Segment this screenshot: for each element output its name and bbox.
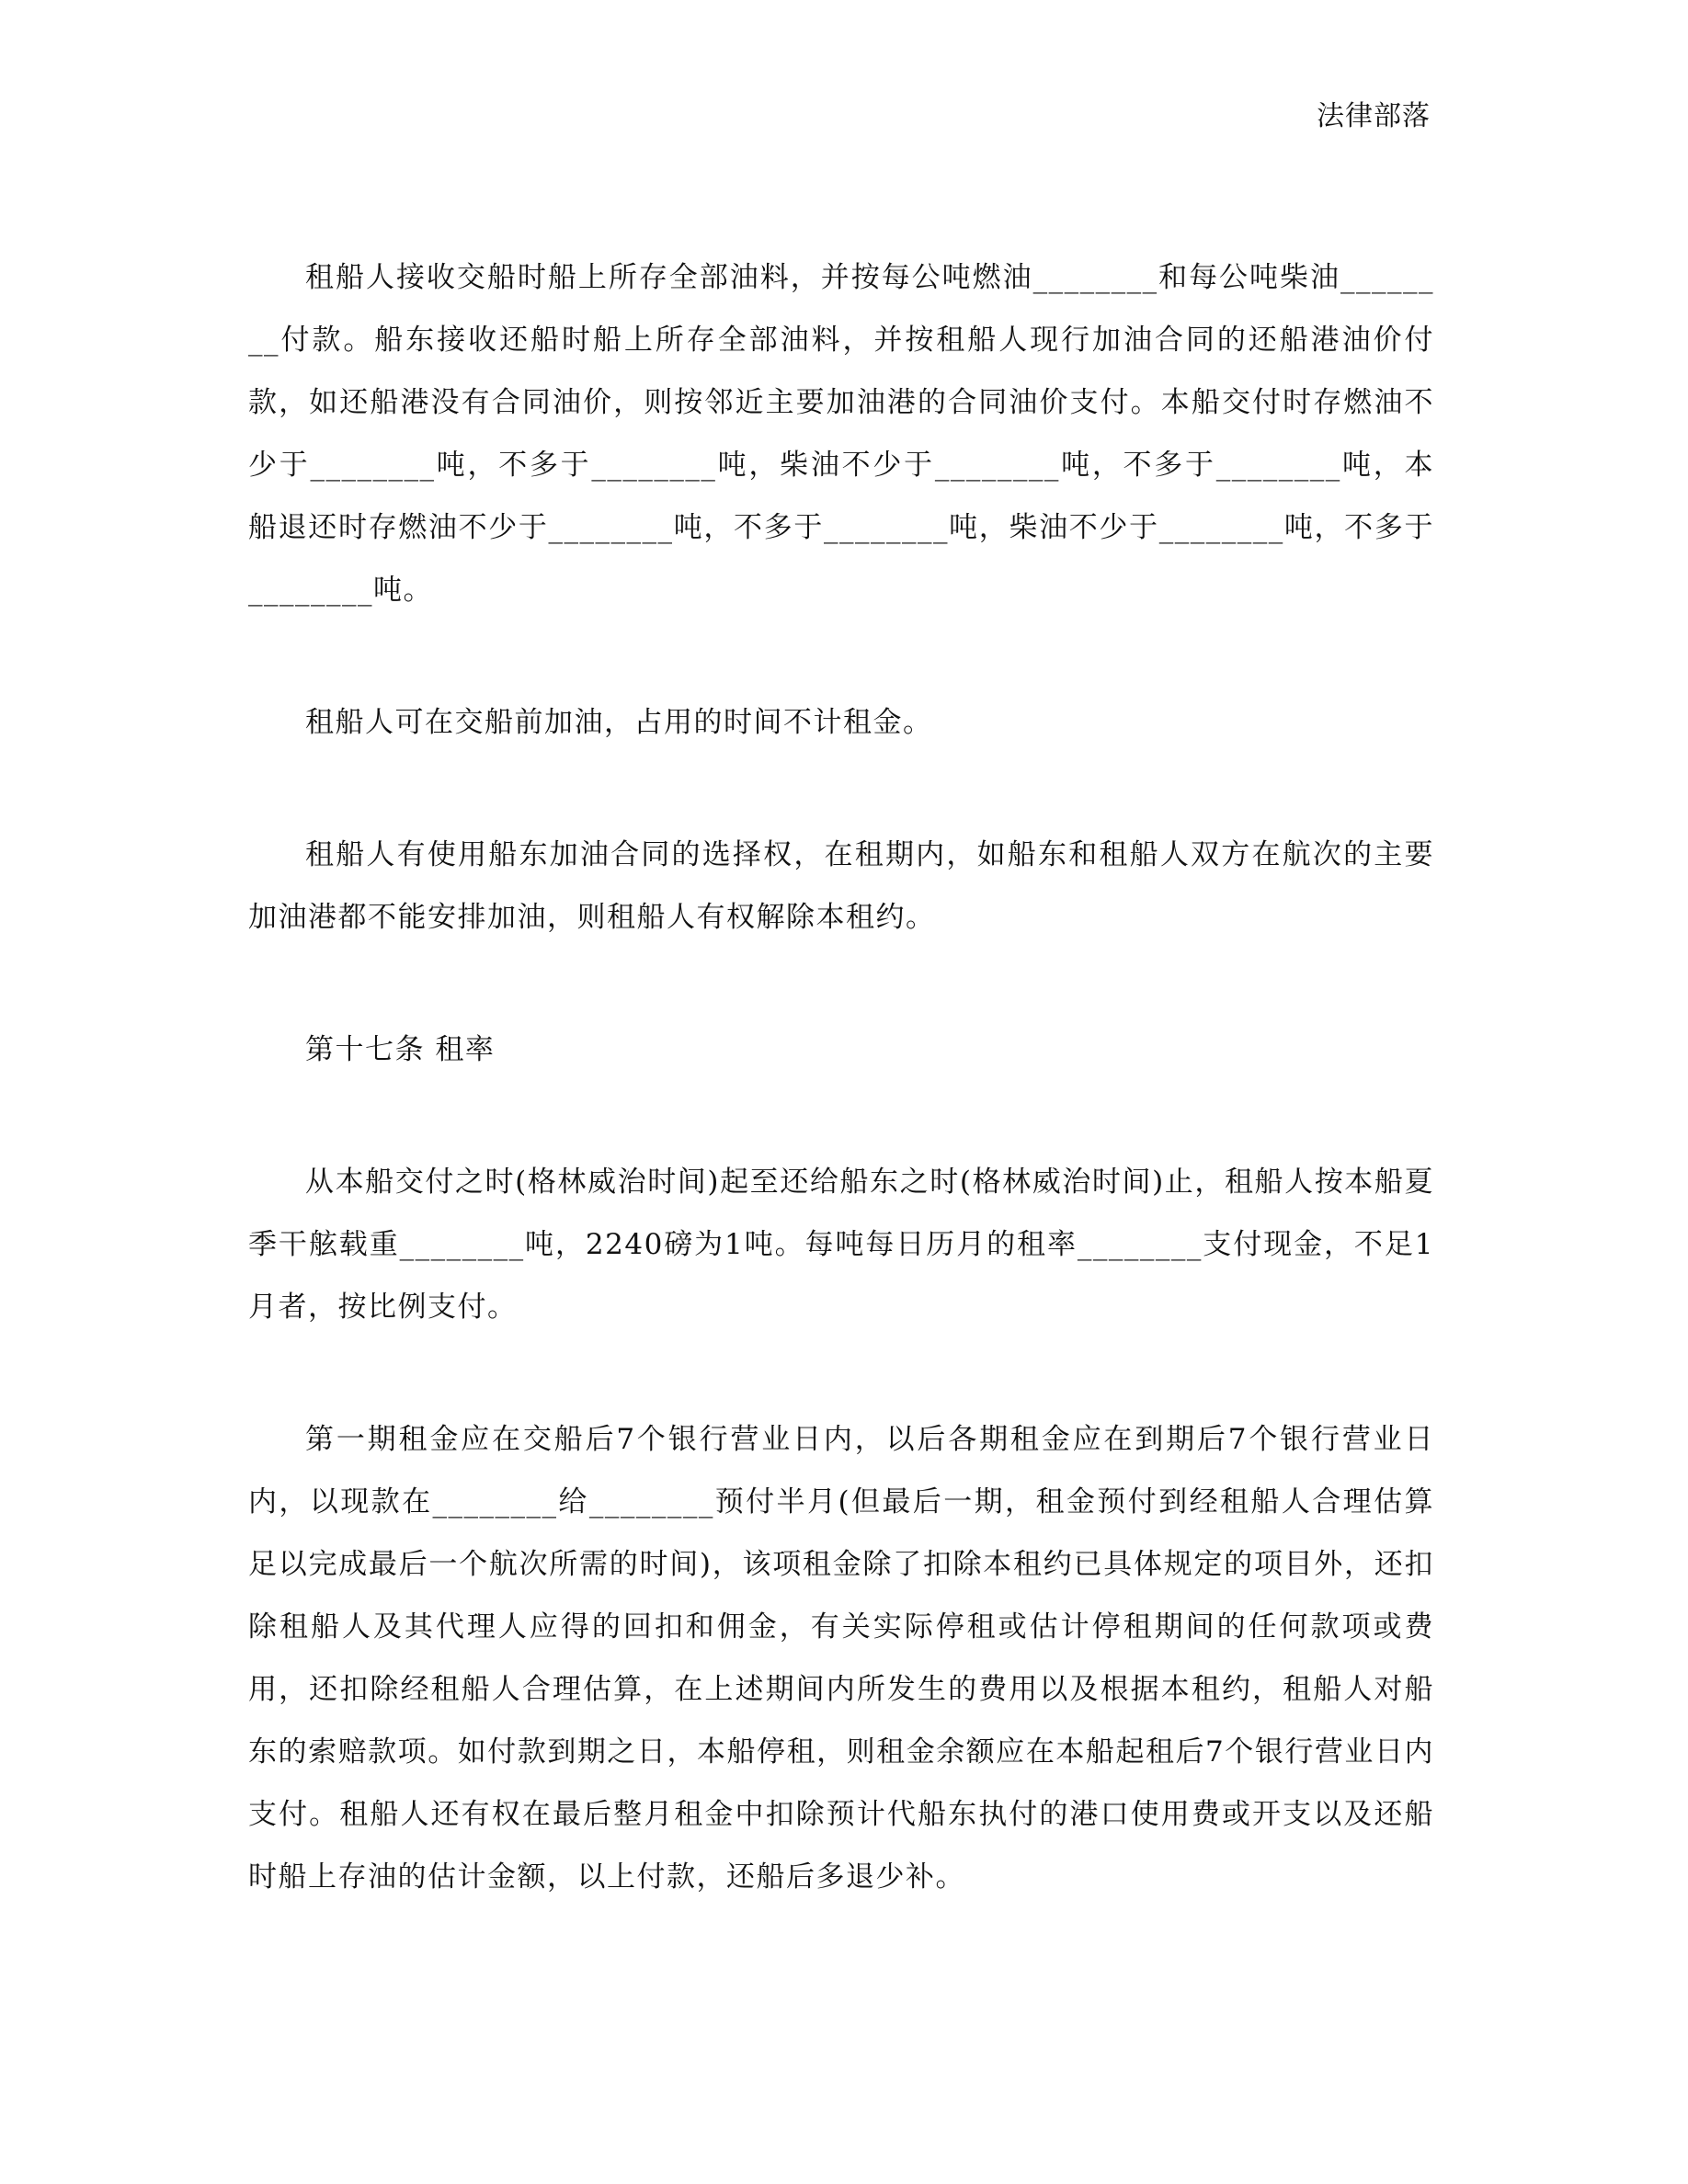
paragraph-refuel-before-delivery: 租船人可在交船前加油，占用的时间不计租金。 <box>305 706 933 739</box>
article-17-heading: 第十七条 租率 <box>305 1033 496 1066</box>
document-body <box>248 246 1434 1978</box>
paragraph-hire-rate: 从本船交付之时(格林威治时间)起至还给船东之时(格林威治时间)止，租船人按本船夏季干舷载重________吨，2240磅为1吨。每吨每日历月的租率________支付现金，不足1月者，按比例支付。 <box>248 1166 1434 1324</box>
paragraph-fuel-contract-option: 租船人有使用船东加油合同的选择权，在租期内，如船东和租船人双方在航次的主要加油港都不能安排加油，则租船人有权解除本租约。 <box>248 838 1434 934</box>
paragraph-fuel-payment: 租船人接收交船时船上所存全部油料，并按每公吨燃油________和每公吨柴油________付款。船东接收还船时船上所存全部油料，并按租船人现行加油合同的还船港油价付款，如还船港没有合同油价，则按邻近主要加油港的合同油价支付。本船交付时存燃油不少于________吨，不多于________吨，柴油不少于________吨，不多于________吨，本船退还时存燃油不少于________吨，不多于________吨，柴油不少于________吨，不多于________吨。 <box>248 261 1434 607</box>
header-site-name: 法律部落 <box>1317 100 1431 132</box>
paragraph-hire-payment: 第一期租金应在交船后7个银行营业日内，以后各期租金应在到期后7个银行营业日内，以现款在________给________预付半月(但最后一期，租金预付到经租船人合理估算足以完成最后一个航次所需的时间)，该项租金除了扣除本租约已具体规定的项目外，还扣除租船人及其代理人应得的回扣和佣金，有关实际停租或估计停租期间的任何款项或费用，还扣除经租船人合理估算，在上述期间内所发生的费用以及根据本租约，租船人对船东的索赔款项。如付款到期之日，本船停租，则租金余额应在本船起租后7个银行营业日内支付。租船人还有权在最后整月租金中扣除预计代船东执付的港口使用费或开支以及还船时船上存油的估计金额，以上付款，还船后多退少补。 <box>248 1423 1434 1894</box>
